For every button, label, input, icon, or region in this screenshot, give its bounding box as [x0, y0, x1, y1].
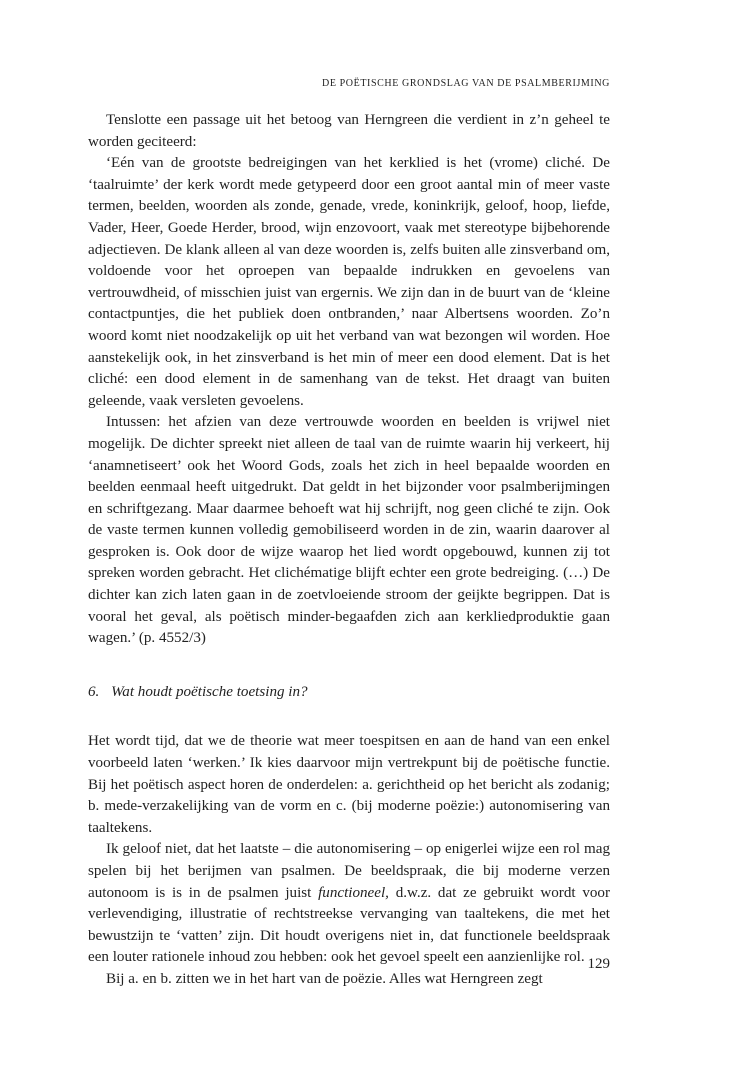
body-text [88, 110, 610, 991]
paragraph-autonomisering [88, 839, 610, 969]
paragraph-last: Bij a. en b. zitten we in het hart van de poëzie. Alles wat Herngreen zegt [106, 970, 543, 987]
section-title: Wat houdt poëtische toetsing in? [111, 683, 308, 700]
section-heading [88, 682, 610, 704]
paragraph-theory: Het wordt tijd, dat we de theorie wat meer toespitsen en aan de hand van een enkel voorbeeld laten ‘werken.’ Ik kies daarvoor mijn vertrekpunt bij de poëtische functie. Bij het poëtisch aspect horen de onderdelen: a. gerichtheid op het bericht als zodanig; b. mede-verzakelijking van de vorm en c. (bij moderne poëzie:) autonomisering van taaltekens. [88, 733, 610, 836]
paragraph-quote-1: ‘Eén van de grootste bedreigingen van het kerklied is het (vrome) cliché. De ‘taalruimte’ der kerk wordt mede getypeerd door een groot aantal min of meer vaste termen, beelden, woorden als zonde, genade, vrede, koninkrijk, geloof, hoop, liefde, Vader, Heer, Goede Herder, brood, wijn enzovoort, vaak met stereotype bijbehorende adjectieven. De klank alleen al van deze woorden is, zelfs buiten alle zinsverband om, voldoende voor het oproepen van bepaalde indrukken en gevoelens van vertrouwdheid, of misschien juist van ergernis. We zijn dan in de buurt van de ‘kleine contactpuntjes, die het publiek doen ontbranden,’ naar Albertsens woorden. Zo’n woord komt niet noodzakelijk op uit het verband van wat bezongen wil worden. Hoe aanstekelijk ook, in het zinsverband is het min of meer een dood element. Dat is het cliché: een dood element in de samenhang van de tekst. Het draagt van buiten geleende, vaak versleten gevoelens. [88, 155, 610, 409]
emphasis-functioneel: functioneel, [318, 884, 389, 901]
section-number: 6. [88, 683, 100, 700]
running-head: DE POËTISCHE GRONDSLAG VAN DE PSALMBERIJMING [322, 78, 610, 89]
page-number: 129 [587, 956, 610, 972]
paragraph-autonomisering-part1: Ik geloof niet, dat het laatste – die autonomisering – op enigerlei wijze een rol mag spelen bij het berijmen van psalmen. De beeldspraak, die bij moderne verzen autonoom is is in de psalmen juist [88, 841, 610, 901]
paragraph-autonomisering-part2: d.w.z. dat ze gebruikt wordt voor verlevendiging, illustratie of rechtstreekse vervanging van taaltekens, die met het bewustzijn te ‘vatten’ zijn. Dit houdt overigens niet in, dat functionele beeldspraak een louter rationele inhoud zou hebben: ook het gevoel speelt een aanzienlijke rol. [88, 884, 610, 966]
paragraph-quote-2: Intussen: het afzien van deze vertrouwde woorden en beelden is vrijwel niet mogelijk. De dichter spreekt niet alleen de taal van de ruimte waarin hij verkeert, hij ‘anamnetiseert’ ook het Woord Gods, zoals het zich in heel bepaalde woorden en beelden eenmaal heeft uitgedrukt. Dat geldt in het bijzonder voor psalmberijmingen en schriftgezang. Maar daarmee behoeft wat hij schrijft, nog geen cliché te zijn. Ook de vaste termen kunnen volledig gemobiliseerd worden in de zin, waarin daarover al gesproken is. Ook door de wijze waarop het lied wordt opgebouwd, kunnen zij tot spreken worden gebracht. Het clichématige blijft echter een grote bedreiging. (…) De dichter kan zich laten gaan in de zoetvloeiende stroom der geijkte begrippen. Dat is vooral het geval, als poëtisch minder-begaafden zich aan kerkliedproduktie gaan wagen.’ (p. 4552/3) [88, 414, 610, 647]
paragraph-intro: Tenslotte een passage uit het betoog van Herngreen die verdient in z’n geheel te worden geciteerd: [88, 112, 610, 150]
